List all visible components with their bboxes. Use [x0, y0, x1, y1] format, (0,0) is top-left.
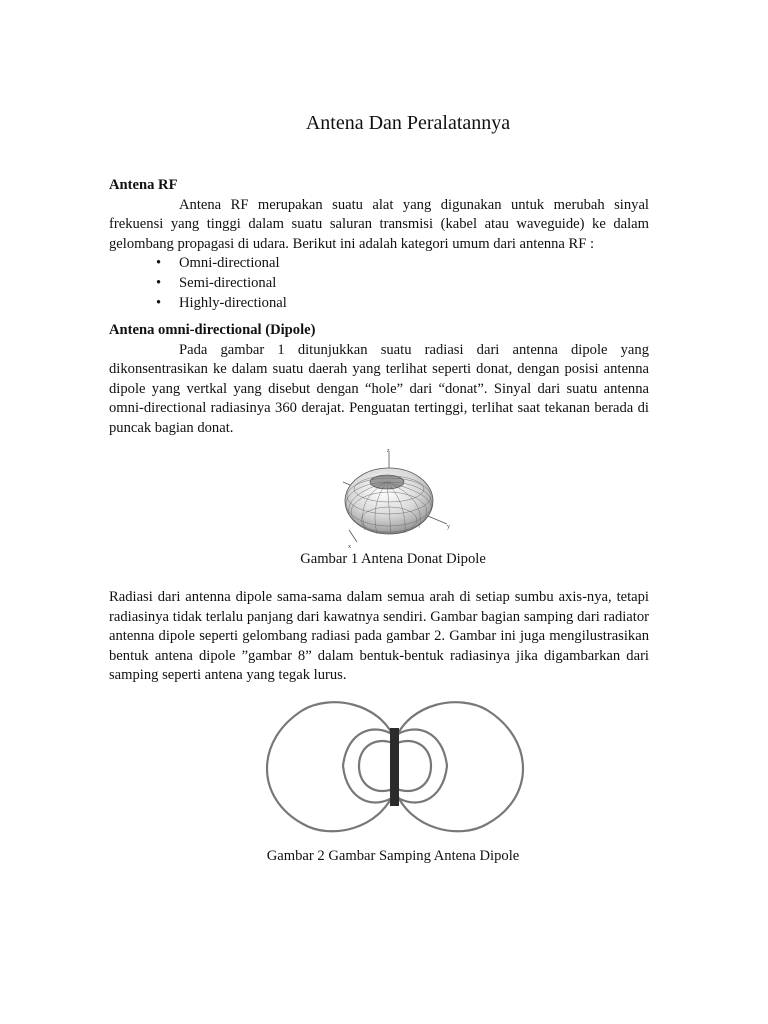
dipole-element: [390, 728, 399, 806]
paragraph: Radiasi dari antenna dipole sama-sama dalam semua arah di setiap sumbu axis-nya, tetapi radiasinya tidak terlalu panjang dari kawatnya sendiri. Gambar bagian samping dari radiator antenna dipole seperti gelombang radiasi pada gambar 2. Gambar ini juga mengilustrasikan bentuk antena dipole ”gambar 8” dalam bentuk-bentuk radiasinya jika digambarkan dari samping seperti antena yang tegak lurus.: [109, 589, 649, 684]
axis-label-z: z: [387, 448, 390, 454]
figure-donut-dipole: [335, 444, 460, 549]
axis-label-x: x: [348, 544, 351, 549]
section-antena-rf: [109, 176, 649, 313]
section-heading: Antena omni-directional (Dipole): [109, 322, 316, 338]
list-item: • Highly-directional: [109, 294, 649, 314]
figure1-caption: Gambar 1 Antena Donat Dipole: [300, 551, 486, 567]
section-heading: Antena RF: [109, 177, 178, 193]
bullet-icon: •: [156, 274, 162, 291]
figure-dipole-side-view: [255, 692, 535, 842]
page-title: Antena Dan Peralatannya: [305, 112, 511, 134]
axis-label-y: y: [447, 524, 450, 530]
bullet-icon: •: [156, 255, 162, 272]
bullet-icon: •: [156, 294, 162, 311]
list-item: • Semi-directional: [109, 274, 649, 294]
paragraph: Antena RF merupakan suatu alat yang digunakan untuk merubah sinyal frekuensi yang tinggi dalam suatu saluran transmisi (kabel atau waveguide) ke dalam gelombang propagasi di udara. Berikut ini adalah kategori umum dari antenna RF :: [109, 196, 649, 252]
section-radiation: [109, 588, 649, 686]
category-list: [109, 254, 649, 313]
paragraph: Pada gambar 1 ditunjukkan suatu radiasi dari antenna dipole yang dikonsentrasikan ke dalam suatu daerah yang terlihat seperti donat, dengan posisi antenna dipole yang vertkal yang disebut dengan “hole” dari “donat”. Sinyal dari suatu antenna omni-directional radiasinya 360 derajat. Penguatan tertinggi, terlihat saat tekanan berada di puncak bagian donat.: [109, 341, 649, 436]
figure2-caption: Gambar 2 Gambar Samping Antena Dipole: [266, 848, 520, 864]
list-item: • Omni-directional: [109, 254, 649, 274]
section-antena-omni: [109, 321, 649, 439]
